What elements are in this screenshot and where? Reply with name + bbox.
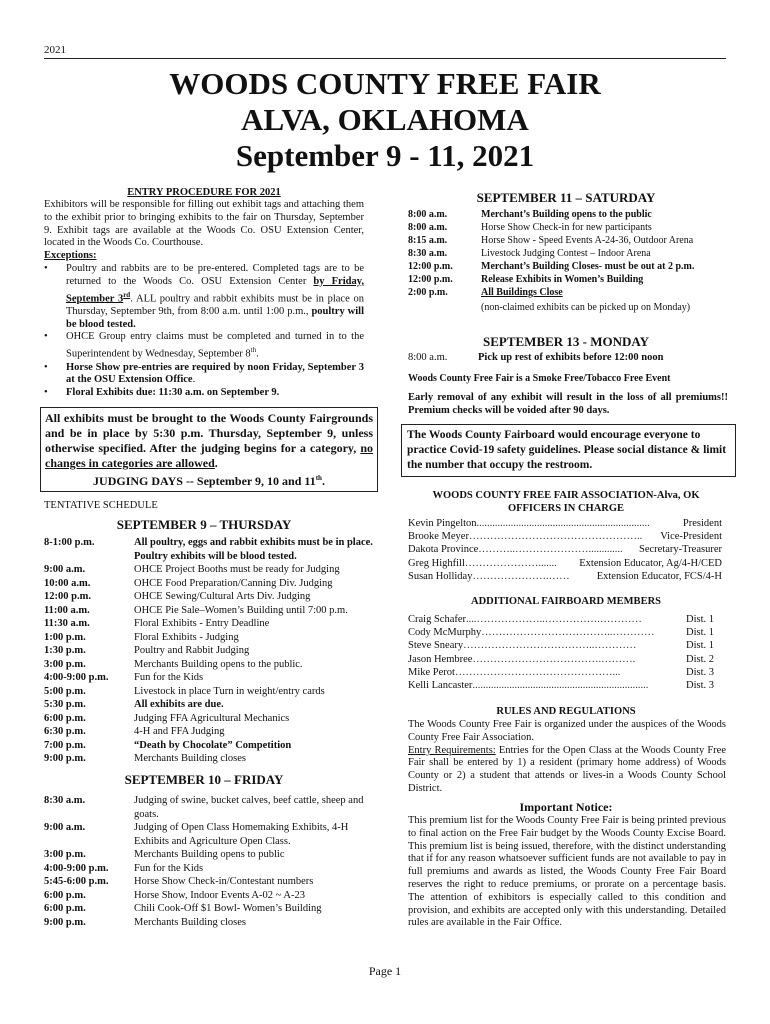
thursday-desc: All exhibits are due. xyxy=(134,699,224,710)
friday-schedule xyxy=(44,794,374,929)
covid-notice-box xyxy=(401,424,736,477)
thursday-item xyxy=(44,577,374,591)
bullet-icon: • xyxy=(44,387,48,399)
thursday-desc: Merchants Building opens to the public. xyxy=(134,658,303,670)
bullet-icon: • xyxy=(44,331,48,343)
board-member-name: Craig Schafer xyxy=(408,614,467,625)
thursday-time: 12:00 p.m. xyxy=(44,591,91,602)
thursday-desc: Poultry and Rabbit Judging xyxy=(134,645,250,656)
saturday-time: 8:00 a.m. xyxy=(408,209,448,220)
judging-days: . xyxy=(321,474,325,488)
thursday-item xyxy=(44,698,374,712)
smoke-free-notice: Woods County Free Fair is a Smoke Free/Tobacco Free Event xyxy=(408,373,671,384)
officer-role: Extension Educator, FCS/4-H xyxy=(596,570,722,582)
thursday-time: 9:00 p.m. xyxy=(44,753,86,764)
exception-text: . xyxy=(256,348,259,360)
exception-sup: th xyxy=(250,346,257,355)
board-member-leader: ....………………..…………….………… xyxy=(466,614,642,625)
fair-dates: September 9 - 11, 2021 xyxy=(235,138,535,173)
thursday-time: 4:00-9:00 p.m. xyxy=(44,672,109,683)
saturday-desc: Livestock Judging Contest – Indoor Arena xyxy=(481,248,651,259)
board-member-leader: ………………………………..………… xyxy=(463,640,637,652)
thursday-heading: SEPTEMBER 9 – THURSDAY xyxy=(116,517,292,532)
friday-time: 3:00 p.m. xyxy=(44,849,86,860)
tentative-schedule-label: TENTATIVE SCHEDULE xyxy=(44,500,158,511)
thursday-time: 1:30 p.m. xyxy=(44,645,86,656)
board-member-name: Mike Perot xyxy=(408,666,455,678)
board-member-row xyxy=(408,679,714,692)
officer-row xyxy=(408,570,722,583)
thursday-time: 11:00 a.m. xyxy=(44,604,90,616)
board-member-role: Dist. 1 xyxy=(685,614,714,625)
bullet-icon: • xyxy=(44,361,48,373)
saturday-time: 12:00 p.m. xyxy=(408,261,453,272)
friday-item xyxy=(44,875,374,889)
friday-desc: Horse Show, Indoor Events A-02 ~ A-23 xyxy=(134,889,305,901)
judging-days: JUDGING DAYS -- September 9, 10 and 11 xyxy=(93,474,316,488)
board-list xyxy=(408,613,714,692)
thursday-item xyxy=(44,752,374,766)
fair-location: ALVA, OKLAHOMA xyxy=(241,102,529,137)
thursday-desc: Merchants Building closes xyxy=(134,753,246,764)
entry-intro: Exhibitors will be responsible for filling out exhibit tags and attaching them to the exhibit prior to bringing exhibits to the fair on Thursday, September 9. Exhibit tags are available at the Woods Co. OSU Extension Center, located in the Woods Co. Courthouse. xyxy=(44,199,364,249)
deadline-text: All exhibits must be brought to the Woods County Fairgrounds and be in place by 5:30 p.m. Thursday, September 9, unless otherwise specified. After the judging begins for a category, xyxy=(45,411,373,455)
thursday-item xyxy=(44,644,374,658)
thursday-desc: Floral Exhibits - Judging xyxy=(134,631,239,643)
thursday-item xyxy=(44,604,374,618)
board-member-role: Dist. 1 xyxy=(685,627,714,639)
friday-item xyxy=(44,821,374,848)
thursday-item xyxy=(44,725,374,739)
officer-role: Secretary-Treasurer xyxy=(639,544,722,556)
friday-item xyxy=(44,848,374,862)
entry-procedure-heading: ENTRY PROCEDURE FOR 2021 xyxy=(127,187,281,198)
thursday-desc: Fun for the Kids xyxy=(134,672,204,683)
board-member-row xyxy=(408,666,714,679)
saturday-item xyxy=(408,247,730,260)
board-member-leader: ................................................................... xyxy=(472,680,649,692)
board-heading: ADDITIONAL FAIRBOARD MEMBERS xyxy=(471,596,661,607)
saturday-desc: Horse Show - Speed Events A-24-36, Outdoor Arena xyxy=(481,235,694,246)
friday-time: 6:00 p.m. xyxy=(44,889,86,901)
thursday-item xyxy=(44,739,374,753)
thursday-desc: OHCE Pie Sale–Women’s Building until 7:00 p.m. xyxy=(134,604,348,616)
thursday-time: 1:00 p.m. xyxy=(44,631,86,643)
saturday-item xyxy=(408,260,730,273)
exception-sup: rd xyxy=(123,290,131,299)
thursday-time: 7:00 p.m. xyxy=(44,739,86,751)
thursday-item xyxy=(44,658,374,672)
friday-desc: Merchants Building closes xyxy=(134,916,246,928)
saturday-heading: SEPTEMBER 11 – SATURDAY xyxy=(476,190,656,205)
friday-item xyxy=(44,862,374,876)
friday-time: 5:45-6:00 p.m. xyxy=(44,876,109,887)
board-member-name: Cody McMurphy xyxy=(408,627,482,639)
saturday-item xyxy=(408,273,730,286)
thursday-item xyxy=(44,685,374,699)
saturday-time: 2:00 p.m. xyxy=(408,287,448,298)
monday-item xyxy=(408,352,728,363)
friday-desc: Chili Cook-Off $1 Bowl- Women’s Building xyxy=(134,903,322,914)
officer-role: President xyxy=(682,518,722,529)
fair-title: WOODS COUNTY FREE FAIR xyxy=(169,66,601,101)
rules-intro: The Woods County Free Fair is organized under the auspices of the Woods County Free Fair Association. xyxy=(408,719,726,743)
deadline-text: . xyxy=(214,456,218,470)
thursday-desc: All poultry, eggs and rabbit exhibits must be in place. Poultry exhibits will be blood tested. xyxy=(134,537,373,562)
friday-time: 9:00 p.m. xyxy=(44,916,86,928)
thursday-time: 9:00 a.m. xyxy=(44,564,86,575)
saturday-desc: All Buildings Close xyxy=(481,287,563,298)
friday-desc: Fun for the Kids xyxy=(134,862,204,874)
board-member-role: Dist. 2 xyxy=(685,653,714,665)
association-title: WOODS COUNTY FREE FAIR ASSOCIATION-Alva, OK xyxy=(432,490,700,501)
page-number: Page 1 xyxy=(368,964,402,978)
board-member-row xyxy=(408,626,714,639)
exceptions-label: Exceptions: xyxy=(44,250,97,262)
monday-heading: SEPTEMBER 13 - MONDAY xyxy=(482,334,649,349)
board-member-leader: ………………………………..………… xyxy=(481,627,655,639)
officer-name: Susan Holliday xyxy=(408,570,473,582)
board-member-leader: ……………………………….………. xyxy=(472,653,636,665)
officers-title: OFFICERS IN CHARGE xyxy=(507,503,625,514)
entry-requirements-text: Entries for the Open Class at the Woods County Free Fair shall be entered by 1) a resident (primary home address) of Woods County or 2) a student that attends or lives-in a Woods County School District. xyxy=(408,744,726,794)
friday-time: 8:30 a.m. xyxy=(44,795,86,806)
thursday-item xyxy=(44,671,374,685)
judging-days-sup: th xyxy=(315,474,322,482)
friday-item xyxy=(44,794,374,821)
saturday-desc: Horse Show Check-in for new participants xyxy=(481,222,652,233)
saturday-desc: Merchant’s Building Closes- must be out at 2 p.m. xyxy=(481,261,695,272)
saturday-item xyxy=(408,208,730,221)
year-label: 2021 xyxy=(44,44,66,56)
board-member-row xyxy=(408,653,714,666)
saturday-item xyxy=(408,234,730,247)
saturday-time: 12:00 p.m. xyxy=(408,274,453,285)
important-notice-heading: Important Notice: xyxy=(519,800,613,814)
officers-heading xyxy=(406,489,726,515)
exception-horse-show xyxy=(44,362,364,388)
exception-poultry-rabbits xyxy=(44,263,364,331)
exhibit-deadline-box xyxy=(40,407,378,492)
thursday-item xyxy=(44,563,374,577)
officer-row xyxy=(408,517,722,530)
officer-row xyxy=(408,543,722,556)
exception-text: Horse Show pre-entries are required by noon Friday, September 3 at the OSU Extension Office xyxy=(66,361,364,386)
thursday-desc: “Death by Chocolate” Competition xyxy=(134,739,292,751)
board-member-name: Kelli Lancaster xyxy=(408,680,473,692)
exception-text: Poultry and rabbits are to be pre-entered. Completed tags are to be returned to the Woods Co. OSU Extension Center xyxy=(66,262,364,287)
thursday-time: 5:30 p.m. xyxy=(44,699,86,710)
officer-name: Kevin Pingelton xyxy=(408,518,477,529)
officer-row xyxy=(408,557,722,570)
friday-desc: Judging of swine, bucket calves, beef cattle, sheep and goats. xyxy=(134,795,364,820)
board-member-role: Dist. 3 xyxy=(685,666,714,678)
exception-emphasis: poultry will be blood tested. xyxy=(66,305,364,330)
thursday-time: 5:00 p.m. xyxy=(44,685,86,697)
friday-desc: Merchants Building opens to public xyxy=(134,849,285,860)
saturday-item xyxy=(408,221,730,234)
thursday-time: 6:30 p.m. xyxy=(44,726,86,737)
friday-desc: Horse Show Check-in/Contestant numbers xyxy=(134,876,314,887)
officer-leader: .................................................................. xyxy=(476,518,650,529)
monday-desc: Pick up rest of exhibits before 12:00 noon xyxy=(478,352,664,363)
officer-name: Brooke Meyer xyxy=(408,531,469,543)
thursday-desc: Floral Exhibits - Entry Deadline xyxy=(134,618,270,629)
officers-list xyxy=(408,517,722,583)
thursday-desc: 4-H and FFA Judging xyxy=(134,726,225,737)
board-member-role: Dist. 1 xyxy=(685,640,714,652)
friday-time: 9:00 a.m. xyxy=(44,822,86,833)
early-removal-notice: Early removal of any exhibit will result in the loss of all premiums!! Premium checks will be voided after 90 days. xyxy=(408,392,728,416)
friday-item xyxy=(44,916,374,930)
officer-leader: ………………………………………….. xyxy=(468,531,643,543)
board-member-row xyxy=(408,613,714,626)
saturday-note: (non-claimed exhibits can be picked up on Monday) xyxy=(481,302,691,313)
thursday-time: 11:30 a.m. xyxy=(44,618,90,629)
thursday-time: 6:00 p.m. xyxy=(44,712,86,724)
friday-time: 4:00-9:00 p.m. xyxy=(44,862,109,874)
thursday-time: 10:00 a.m. xyxy=(44,577,91,589)
thursday-desc: OHCE Food Preparation/Canning Div. Judging xyxy=(134,577,333,589)
officer-leader: ………..…………………............. xyxy=(478,544,623,556)
friday-time: 6:00 p.m. xyxy=(44,903,86,914)
saturday-time: 8:00 a.m. xyxy=(408,222,448,233)
board-member-leader: ………………………………………... xyxy=(454,666,621,678)
thursday-desc: OHCE Project Booths must be ready for Judging xyxy=(134,564,340,575)
board-member-name: Jason Hembree xyxy=(408,653,473,665)
thursday-time: 3:00 p.m. xyxy=(44,658,86,670)
exception-ohce xyxy=(44,331,364,361)
thursday-item xyxy=(44,631,374,645)
officer-name: Greg Highfill xyxy=(408,557,465,569)
thursday-item xyxy=(44,536,374,563)
exception-floral xyxy=(44,387,364,400)
saturday-schedule xyxy=(408,208,730,299)
board-member-role: Dist. 3 xyxy=(685,680,714,692)
thursday-desc: Livestock in place Turn in weight/entry cards xyxy=(134,685,325,697)
entry-requirements-label: Entry Requirements: xyxy=(408,744,496,756)
thursday-item xyxy=(44,590,374,604)
thursday-schedule xyxy=(44,536,374,766)
officer-name: Dakota Province xyxy=(408,544,479,556)
monday-time: 8:00 a.m. xyxy=(408,352,448,363)
board-member-row xyxy=(408,639,714,652)
officer-role: Vice-President xyxy=(660,531,722,543)
friday-heading: SEPTEMBER 10 – FRIDAY xyxy=(124,772,284,787)
deadline-no-changes: no changes in categories are allowed xyxy=(45,441,373,470)
thursday-item xyxy=(44,617,374,631)
officer-leader: …………………....... xyxy=(464,557,557,569)
saturday-time: 8:15 a.m. xyxy=(408,235,448,246)
important-notice-text: This premium list for the Woods County Free Fair is being printed previous to final action on the Free Fair budget by the Woods County Excise Board. This premium list is being issued, therefore, with the distinct understanding that if for any reason whatsoever sufficient funds are not available to pay in full premiums and awards as listed, the Woods County Free Fair Board reserves the right to reduce premiums, or prorate on a percentage basis. The attention of exhibitors is especially called to this condition and provision, and exhibits are accepted only with this understanding. Detailed rules are available in the Fair Office. xyxy=(408,815,726,929)
friday-item xyxy=(44,889,374,903)
exception-text: . xyxy=(192,374,196,386)
board-member-name: Steve Sneary xyxy=(408,640,464,652)
covid-notice-text: The Woods County Fairboard would encourage everyone to practice Covid-19 safety guidelines. Please social distance & limit the number that occupy the restroom. xyxy=(407,429,727,471)
saturday-item xyxy=(408,286,730,299)
exception-deadline: by Friday, September 3 xyxy=(66,275,364,305)
saturday-desc: Release Exhibits in Women’s Building xyxy=(481,274,644,285)
bullet-icon: • xyxy=(44,262,48,274)
exception-text: OHCE Group entry claims must be completed and turned in to the Superintendent by Wednesday, September 8 xyxy=(66,331,364,360)
thursday-time: 8-1:00 p.m. xyxy=(44,537,95,548)
friday-item xyxy=(44,902,374,916)
thursday-item xyxy=(44,712,374,726)
thursday-desc: OHCE Sewing/Cultural Arts Div. Judging xyxy=(134,591,311,602)
thursday-desc: Judging FFA Agricultural Mechanics xyxy=(134,712,290,724)
officer-leader: ………………….…… xyxy=(472,570,570,582)
friday-desc: Judging of Open Class Homemaking Exhibits, 4-H Exhibits and Agriculture Open Class. xyxy=(134,822,349,847)
saturday-time: 8:30 a.m. xyxy=(408,248,448,259)
officer-role: Extension Educator, Ag/4-H/CED xyxy=(579,557,722,569)
entry-procedure-section xyxy=(44,186,364,400)
rules-body xyxy=(408,719,726,796)
rules-heading: RULES AND REGULATIONS xyxy=(496,706,636,717)
officer-row xyxy=(408,530,722,543)
saturday-desc: Merchant’s Building opens to the public xyxy=(481,209,652,220)
exception-text: . ALL poultry and rabbit exhibits must be in place on Thursday, September 9th, from 8:00 a.m. until 1:00 p.m., xyxy=(66,293,364,317)
header-divider xyxy=(44,58,726,59)
exception-text: Floral Exhibits due: 11:30 a.m. on September 9. xyxy=(66,387,280,399)
